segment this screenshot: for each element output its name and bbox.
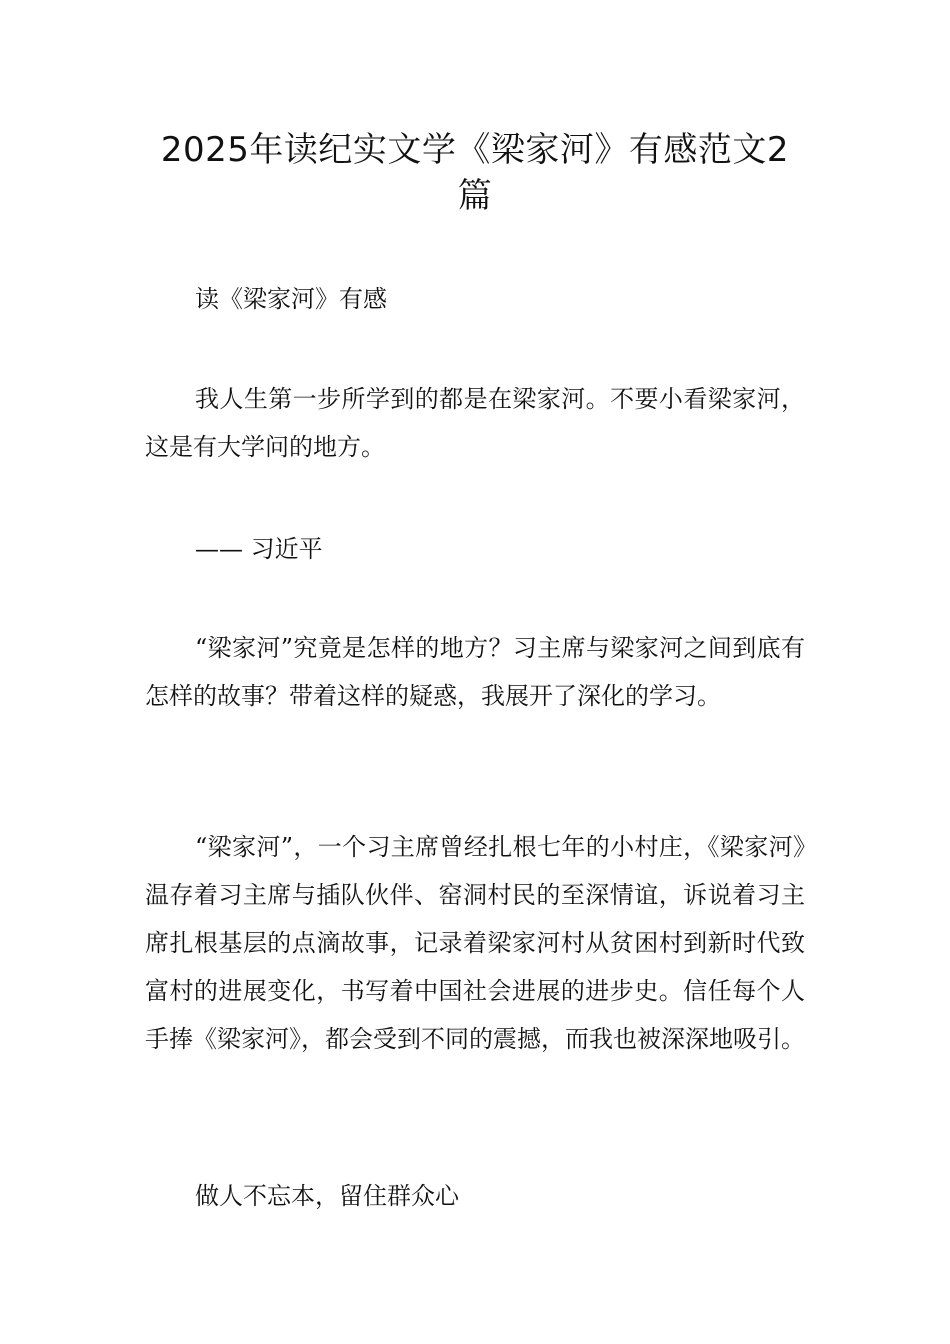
subheading-2: 做人不忘本，留住群众心 <box>195 1182 459 1210</box>
section-heading: 读《梁家河》有感 <box>195 285 387 313</box>
quote-attribution: —— 习近平 <box>195 535 323 563</box>
body-paragraph-2: “梁家河”，一个习主席曾经扎根七年的小村庄，《梁家河》温存着习主席与插队伙伴、窑洞村民的至深情谊，诉说着习主席扎根基层的点滴故事，记录着梁家河村从贫困村到新时代致富村的进展变化，书写着中国社会进展的进步史。信任每个人手捧《梁家河》，都会受到不同的震撼，而我也被深深地吸引。 <box>145 833 805 1053</box>
document-title: 2025年读纪实文学《梁家河》有感范文2篇 <box>160 130 790 216</box>
body-paragraph-1: “梁家河”究竟是怎样的地方？习主席与梁家河之间到底有怎样的故事？带着这样的疑惑，我展开了深化的学习。 <box>145 634 805 710</box>
quote-paragraph: 我人生第一步所学到的都是在梁家河。不要小看梁家河，这是有大学问的地方。 <box>145 385 805 461</box>
